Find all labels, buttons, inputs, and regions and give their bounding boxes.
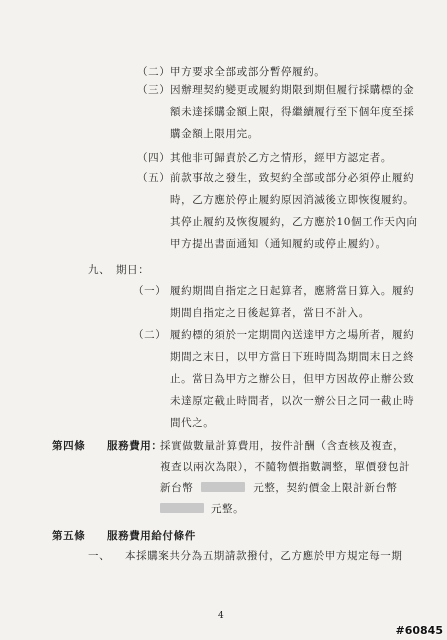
section-9-item-2-line-2: 期間之末日，以甲方當日下班時間為期間末日之終 bbox=[170, 351, 415, 363]
watermark-id: #60845 bbox=[395, 624, 443, 637]
article-4-line-1: 採實做數量計算費用，按件計酬（含查核及複查， bbox=[160, 440, 405, 452]
item-4-number: （四） bbox=[137, 152, 171, 164]
page-number: 4 bbox=[218, 611, 224, 621]
article-4-line-4 bbox=[160, 503, 244, 516]
article-5-item-1-text: 本採購案共分為五期請款撥付，乙方應於甲方規定每一期 bbox=[125, 550, 403, 562]
section-9-item-2-line-4: 未達原定截止時間者，以次一辦公日之同一截止時 bbox=[170, 395, 415, 407]
article-4-line-3-suffix: 元整，契約價金上限計新台幣 bbox=[253, 482, 398, 494]
item-5-line-4: 甲方提出書面通知（通知履約或停止履約）。 bbox=[170, 238, 387, 250]
section-9-item-1-line-2: 期間自指定之日後起算者，當日不計入。 bbox=[170, 307, 370, 319]
article-5-title: 第五條 bbox=[52, 530, 86, 542]
article-4-line-4-text: 元整。 bbox=[210, 503, 245, 515]
section-9-item-2-line-3: 止。當日為甲方之辦公日，但甲方因故停止辦公致 bbox=[170, 373, 415, 385]
section-9-item-2-line-5: 間代之。 bbox=[170, 417, 215, 429]
item-3-line-2: 額未達採購金額上限，得繼續履行至下個年度至採 bbox=[170, 106, 415, 118]
article-4-heading: 服務費用： bbox=[107, 440, 163, 452]
section-9-item-2-number: （二） bbox=[133, 329, 167, 341]
section-9-number: 九、 bbox=[88, 264, 111, 276]
article-5-heading: 服務費用給付條件 bbox=[107, 530, 196, 542]
item-4-line-1: 其他非可歸責於乙方之情形，經甲方認定者。 bbox=[170, 152, 392, 164]
article-4-line-3-prefix: 新台幣 bbox=[160, 482, 194, 494]
item-5-line-1: 前款事故之發生，致契約全部或部分必須停止履約 bbox=[170, 172, 415, 184]
item-2-number: （二） bbox=[137, 66, 171, 78]
item-5-line-3: 其停止履約及恢復履約，乙方應於10個工作天內向 bbox=[170, 216, 418, 228]
item-3-line-3: 購金額上限用完。 bbox=[170, 128, 259, 140]
article-4-title: 第四條 bbox=[52, 440, 86, 452]
item-5-number: （五） bbox=[137, 172, 171, 184]
section-9-title: 期日： bbox=[116, 264, 150, 276]
redacted-amount-1 bbox=[201, 482, 245, 492]
item-3-line-1: 因辦理契約變更或履約期限到期但履行採購標的金 bbox=[170, 84, 415, 96]
item-2-line-1: 甲方要求全部或部分暫停履約。 bbox=[170, 66, 326, 78]
article-5-item-1-number: 一、 bbox=[88, 550, 111, 562]
item-3-number: （三） bbox=[137, 84, 171, 96]
article-4-line-2: 複查以兩次為限），不隨物價指數調整，單價發包計 bbox=[160, 461, 411, 473]
redacted-amount-2 bbox=[160, 503, 204, 513]
section-9-item-2-line-1: 履約標的須於一定期間內送達甲方之場所者，履約 bbox=[170, 329, 415, 341]
section-9-item-1-line-1: 履約期間自指定之日起算者，應將當日算入。履約 bbox=[170, 285, 415, 297]
item-5-line-2: 時，乙方應於停止履約原因消滅後立即恢復履約。 bbox=[170, 194, 415, 206]
section-9-item-1-number: （一） bbox=[133, 285, 167, 297]
article-4-line-3 bbox=[160, 482, 398, 495]
